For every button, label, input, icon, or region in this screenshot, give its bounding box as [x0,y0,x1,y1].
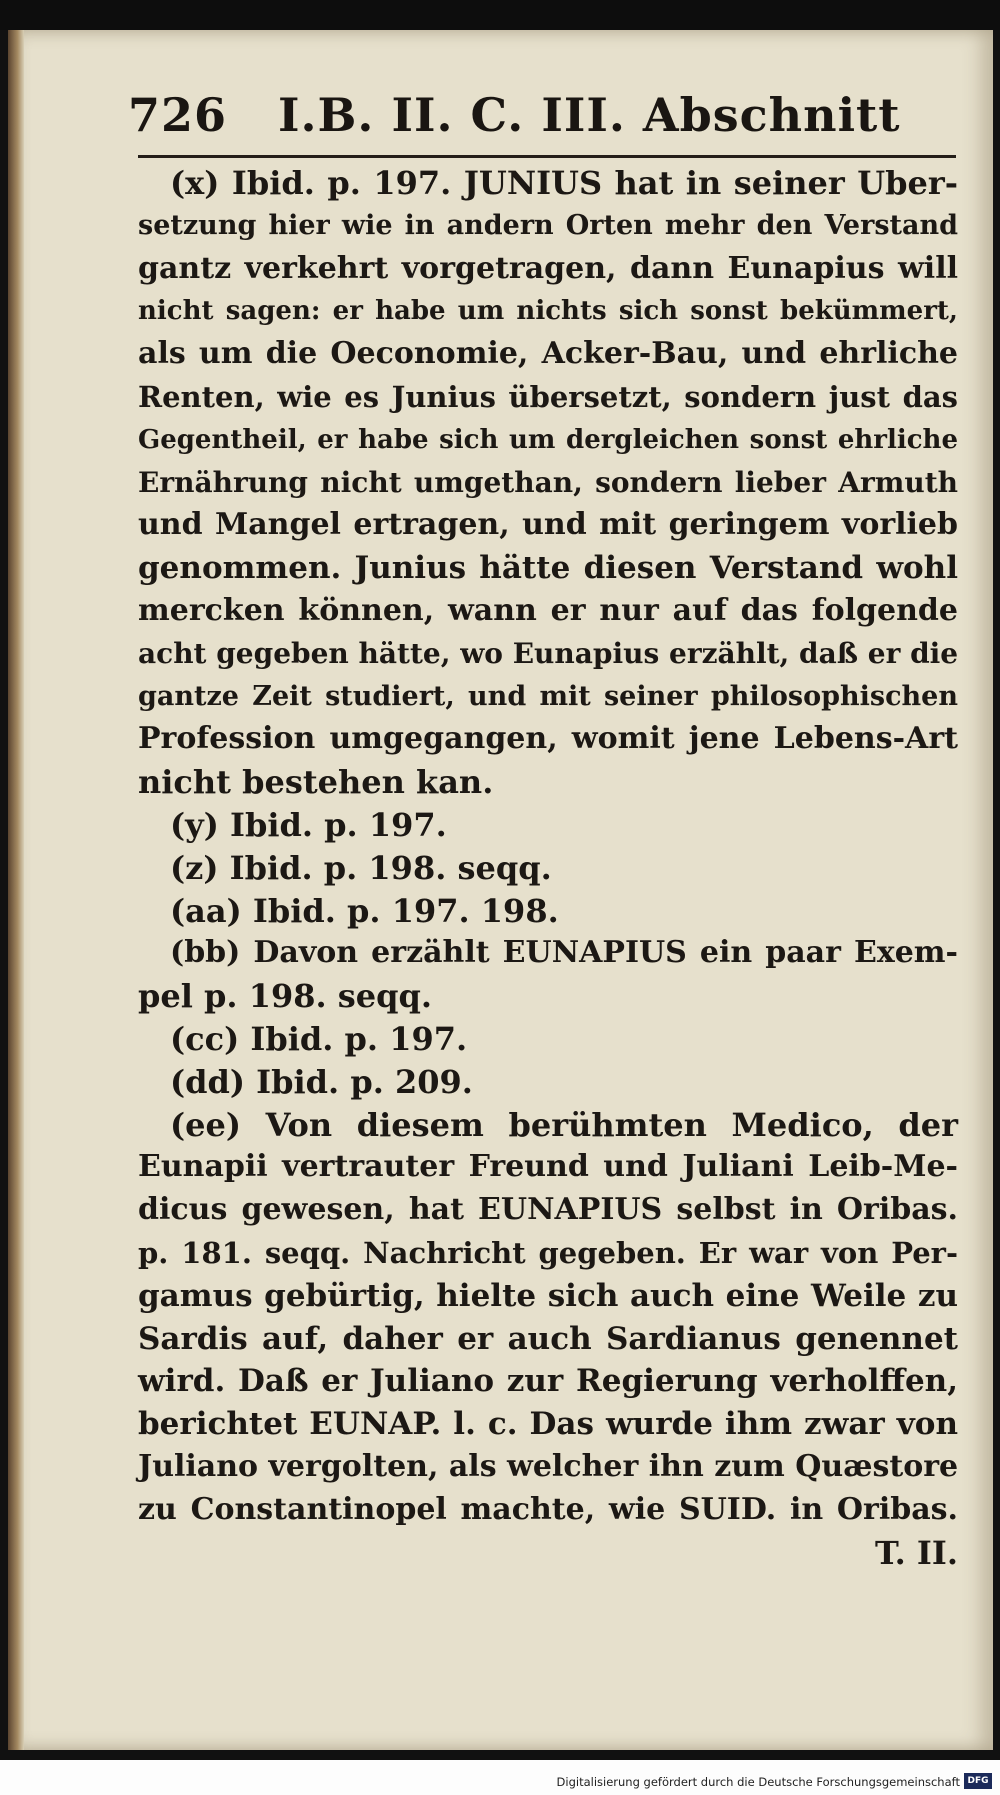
text-line: Gegentheil, er habe sich um dergleichen sonst ehrliche [138,424,958,455]
text-line: setzung hier wie in andern Orten mehr den Verstand [138,209,958,241]
footnote-dd: (dd) Ibid. p. 209. [170,1062,473,1101]
footnote-cc: (cc) Ibid. p. 197. [170,1019,468,1058]
text-line: gantz verkehrt vorgetragen, dann Eunapius will [138,250,958,286]
text-line: nicht bestehen kan. [138,763,494,802]
page-header [128,88,958,148]
text-line: Profession umgegangen, womit jene Lebens-Art [138,721,958,757]
text-line: acht gegeben hätte, wo Eunapius erzählt, daß er die [138,636,959,670]
running-head: I.B. II. C. III. Abschnitt [278,88,901,142]
catchword: T. II. [874,1533,958,1572]
funding-credit: Digitalisierung gefördert durch die Deutsche Forschungsgemeinschaft [556,1775,960,1789]
text-line: berichtet EUNAP. l. c. Das wurde ihm zwar von [138,1406,958,1443]
text-line: Eunapii vertrauter Freund und Juliani Leib-Me- [138,1149,958,1185]
footnotes-text [138,162,958,1574]
text-line: (x) Ibid. p. 197. JUNIUS hat in seiner Uber- [170,164,958,202]
text-line: zu Constantinopel machte, wie SUID. in Oribas. [138,1491,958,1527]
text-line: gamus gebürtig, hielte sich auch eine Weile zu [138,1277,958,1314]
text-line: und Mangel ertragen, und mit geringem vorlieb [138,507,958,543]
text-line: gantze Zeit studiert, und mit seiner philosophischen [138,680,958,712]
header-rule [138,155,956,158]
footnote-bb: (bb) Davon erzählt EUNAPIUS ein paar Exem- [170,935,958,971]
text-line: dicus gewesen, hat EUNAPIUS selbst in Oribas. [138,1192,958,1228]
text-line: als um die Oeconomie, Acker-Bau, und ehrliche [138,336,958,372]
text-line: genommen. Junius hätte diesen Verstand wohl [138,550,958,587]
page-gutter [8,30,24,1750]
footnote-z: (z) Ibid. p. 198. seqq. [170,848,552,887]
text-line: p. 181. seqq. Nachricht gegeben. Er war von Per- [138,1235,958,1270]
page-number: 726 [128,88,228,142]
text-line: nicht sagen: er habe um nichts sich sonst bekümmert, [138,296,958,327]
text-line: Sardis auf, daher er auch Sardianus genennet [138,1320,958,1357]
digitization-footer [0,1760,1000,1795]
text-line: Juliano vergolten, als welcher ihn zum Quæstore [138,1448,959,1484]
text-line: mercken können, wann er nur auf das folgende [138,592,958,628]
text-line: Ernährung nicht umgethan, sondern lieber Armuth [138,465,958,499]
text-line: Renten, wie es Junius übersetzt, sondern just das [138,379,958,414]
footnote-aa: (aa) Ibid. p. 197. 198. [170,891,559,930]
footnote-y: (y) Ibid. p. 197. [170,805,447,844]
scan-border-top [0,0,1000,30]
text-line: pel p. 198. seqq. [138,977,433,1016]
dfg-logo-icon: DFG [964,1773,992,1789]
text-line: wird. Daß er Juliano zur Regierung verholffen, [138,1363,958,1400]
footnote-ee: (ee) Von diesem berühmten Medico, der [170,1105,958,1144]
